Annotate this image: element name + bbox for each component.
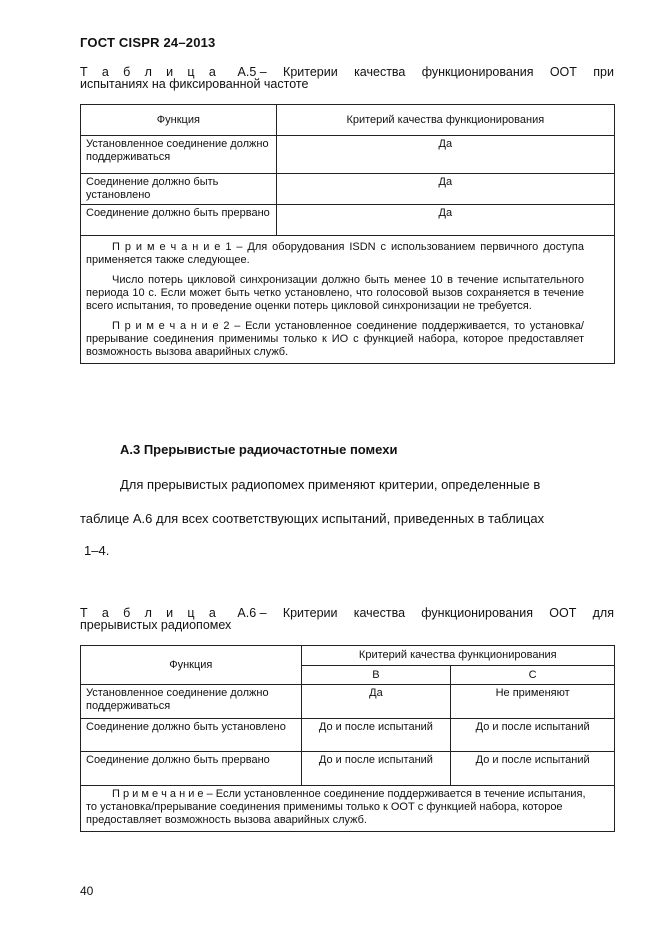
caption-line-2: прерывистых радиопомех [80,618,232,632]
cell-c: До и после испытаний [451,752,615,786]
table-row [81,752,615,786]
caption-word: Критерии [283,65,338,79]
document-header: ГОСТ CISPR 24–2013 [80,35,216,50]
note-text: – Если установленное соединение поддерживается, то установка/прерывание соединения применимы только к ИО с функцией набора, которое предоставляет возможность вызова аварийных служб. [86,320,584,358]
caption-prefix: Т а б л и ц а [80,65,222,79]
cell-function: Соединение должно быть установлено [81,174,277,205]
caption-word: А.5 – [237,65,267,79]
col-header-c: C [451,666,615,685]
cell-criterion: Да [276,205,614,236]
caption-word: Критерии [282,606,338,620]
col-header-function: Функция [81,646,302,685]
paragraph-line: 1–4. [84,543,110,558]
caption-word: функционирования [421,65,534,79]
col-header-function: Функция [81,105,277,136]
note [86,788,586,827]
cell-function: Соединение должно быть установлено [81,719,302,752]
cell-function: Соединение должно быть прервано [81,205,277,236]
table-notes [81,786,615,832]
col-header-criterion: Критерий качества функционирования [301,646,614,666]
caption-word: функционирования [421,606,534,620]
paragraph-line: таблице А.6 для всех соответствующих испытаний, приведенных в таблицах [80,511,545,526]
cell-criterion: Да [276,174,614,205]
cell-b: До и после испытаний [301,752,451,786]
table-a5-caption [80,66,614,90]
note-label: П р и м е ч а н и е 1 [112,241,232,253]
note-1-continuation: Число потерь цикловой синхронизации должно быть менее 10 в течение испытательного периода 10 с. Если может быть четко установлено, что голосовой вызов сохраняется в течение всего испытания, то проведение оценки потерь цикловой синхронизации не требуется. [86,274,584,312]
caption-word: ООТ [549,65,577,79]
cell-c: Не применяют [451,685,615,719]
table-note-row [81,236,615,364]
cell-criterion: Да [276,136,614,174]
table-note-row [81,786,615,832]
caption-word: при [593,65,614,79]
cell-function: Установленное соединение должно поддерживаться [81,136,277,174]
table-row [81,719,615,752]
note-1 [86,241,584,267]
table-notes [81,236,615,364]
cell-c: До и после испытаний [451,719,615,752]
caption-line-2: испытаниях на фиксированной частоте [80,77,309,91]
table-header-row [81,105,615,136]
caption-word: ООТ [549,606,577,620]
note-label: П р и м е ч а н и е [112,788,204,800]
table-row [81,205,615,236]
col-header-b: B [301,666,451,685]
table-header-row [81,646,615,666]
table-a5 [80,104,615,364]
note-label: П р и м е ч а н и е 2 [112,320,230,332]
table-row [81,136,615,174]
table-row [81,174,615,205]
col-header-criterion: Критерий качества функционирования [276,105,614,136]
caption-word: А.6 – [237,606,267,620]
table-a6-caption [80,607,614,631]
caption-word: качества [354,65,406,79]
caption-word: качества [353,606,406,620]
paragraph-line: Для прерывистых радиопомех применяют критерии, определенные в [120,477,541,492]
cell-function: Установленное соединение должно поддерживаться [81,685,302,719]
cell-function: Соединение должно быть прервано [81,752,302,786]
note-2 [86,320,584,359]
cell-b: Да [301,685,451,719]
table-row [81,685,615,719]
cell-b: До и после испытаний [301,719,451,752]
note-text: – Для оборудования ISDN с использованием первичного доступа применяется также следующее. [86,241,584,266]
page-number: 40 [80,884,94,898]
note-text: – Если установленное соединение поддерживается в течение испытания, то установка/прерывание соединения применимы только к ООТ с функцией набора, которое предоставляет возможность вызова аварийных служб. [86,788,586,826]
table-a6 [80,645,615,832]
caption-word: для [592,606,614,620]
caption-prefix: Т а б л и ц а [80,606,222,620]
section-heading: А.3 Прерывистые радиочастотные помехи [120,442,398,457]
